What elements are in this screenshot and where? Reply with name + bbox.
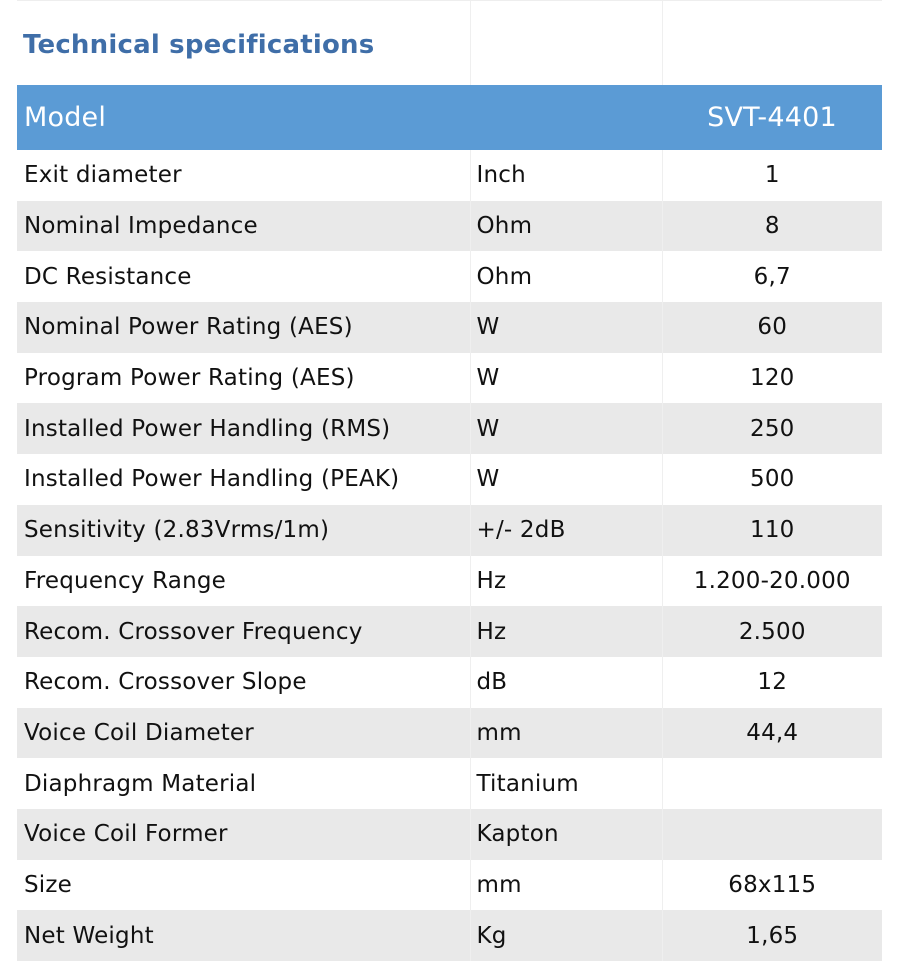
header-row (17, 85, 882, 150)
title-cell (17, 1, 470, 86)
title-empty-cell (470, 1, 662, 86)
table-row (17, 505, 882, 556)
table-row (17, 708, 882, 759)
table-row (17, 657, 882, 708)
row-unit: W (470, 353, 662, 404)
row-label: Sensitivity (2.83Vrms/1m) (17, 505, 470, 556)
page-title: Technical specifications (23, 30, 375, 60)
row-label: Installed Power Handling (PEAK) (24, 466, 400, 493)
row-unit: dB (470, 657, 662, 708)
row-label: Program Power Rating (AES) (24, 365, 355, 392)
row-value (662, 809, 882, 860)
row-unit: Titanium (470, 758, 662, 809)
row-value: 6,7 (662, 251, 882, 302)
row-label: Net Weight (17, 910, 470, 961)
row-unit: Hz (470, 606, 662, 657)
row-value: 1.200-20.000 (662, 556, 882, 607)
row-value: 1,65 (662, 910, 882, 961)
row-value: 8 (662, 201, 882, 252)
table-row (17, 606, 882, 657)
row-value (662, 758, 882, 809)
table-row (17, 251, 882, 302)
header-empty-cell (470, 85, 662, 150)
row-unit: W (470, 403, 662, 454)
row-label: Frequency Range (24, 567, 227, 594)
row-label: Voice Coil Former (17, 809, 470, 860)
row-label: Size (24, 871, 73, 898)
row-unit: Ohm (470, 201, 662, 252)
row-label: DC Resistance (24, 263, 192, 290)
table-row (17, 910, 882, 961)
row-unit: mm (470, 860, 662, 911)
row-unit: Hz (470, 556, 662, 607)
row-value: 44,4 (662, 708, 882, 759)
table-row (17, 809, 882, 860)
table-row (17, 556, 882, 607)
table-row (17, 150, 882, 201)
row-value: 60 (662, 302, 882, 353)
row-label: Nominal Impedance (17, 201, 470, 252)
row-label: Voice Coil Diameter (17, 708, 470, 759)
row-unit: Ohm (470, 251, 662, 302)
table-row (17, 454, 882, 505)
row-value: 12 (662, 657, 882, 708)
row-value: 500 (662, 454, 882, 505)
row-unit: mm (470, 708, 662, 759)
spec-table (17, 0, 882, 961)
row-unit: Kapton (470, 809, 662, 860)
table-row (17, 758, 882, 809)
row-label: Nominal Power Rating (AES) (17, 302, 470, 353)
title-row (17, 1, 882, 86)
table-row (17, 353, 882, 404)
row-label: Exit diameter (24, 162, 182, 189)
table-row (17, 302, 882, 353)
row-label: Installed Power Handling (RMS) (17, 403, 470, 454)
row-label: Recom. Crossover Frequency (17, 606, 470, 657)
table-row (17, 403, 882, 454)
row-value: 120 (662, 353, 882, 404)
header-label: Model (17, 85, 470, 150)
spec-sheet (17, 0, 882, 962)
row-unit: W (470, 454, 662, 505)
row-label: Recom. Crossover Slope (24, 669, 307, 696)
row-value: 68x115 (662, 860, 882, 911)
row-unit: Inch (470, 150, 662, 201)
row-unit: Kg (470, 910, 662, 961)
row-unit: +/- 2dB (470, 505, 662, 556)
row-value: 2.500 (662, 606, 882, 657)
header-model-value: SVT-4401 (662, 85, 882, 150)
table-row (17, 860, 882, 911)
table-row (17, 201, 882, 252)
row-value: 110 (662, 505, 882, 556)
row-label: Diaphragm Material (24, 770, 257, 797)
title-empty-cell (662, 1, 882, 86)
row-value: 250 (662, 403, 882, 454)
row-unit: W (470, 302, 662, 353)
row-value: 1 (662, 150, 882, 201)
